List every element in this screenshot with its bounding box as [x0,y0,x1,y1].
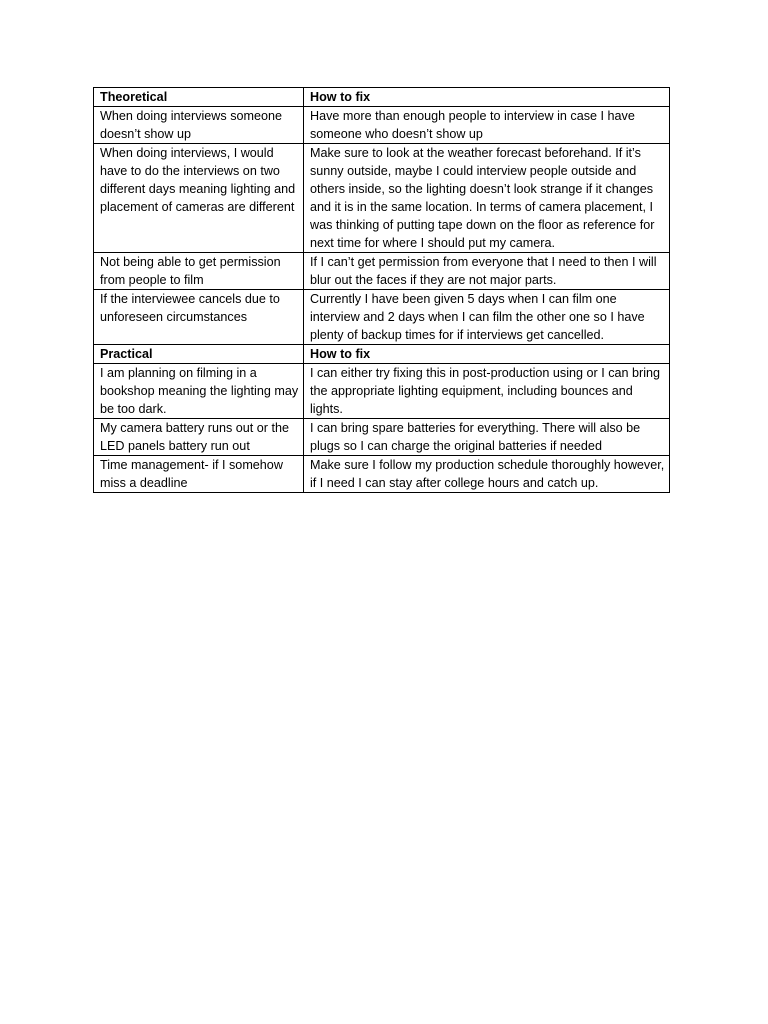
header-cell-problem: Practical [94,345,304,364]
table-row [94,107,670,144]
fix-cell: Currently I have been given 5 days when I can film one interview and 2 days when I can film the other one so I have plenty of backup times for if interviews get cancelled. [304,290,670,345]
section-header-practical [94,345,670,364]
fix-cell: I can either try fixing this in post-production using or I can bring the appropriate lighting equipment, including bounces and lights. [304,364,670,419]
fix-cell: If I can’t get permission from everyone that I need to then I will blur out the faces if they are not major parts. [304,253,670,290]
table-row [94,290,670,345]
table-row [94,456,670,493]
header-cell-fix: How to fix [304,345,670,364]
problem-cell: Not being able to get permission from people to film [94,253,304,290]
table-row [94,253,670,290]
fix-cell: Have more than enough people to interview in case I have someone who doesn’t show up [304,107,670,144]
problem-cell: When doing interviews someone doesn’t show up [94,107,304,144]
problem-cell: When doing interviews, I would have to do the interviews on two different days meaning lighting and placement of cameras are different [94,144,304,253]
table-row [94,144,670,253]
problem-cell: Time management- if I somehow miss a deadline [94,456,304,493]
table-row [94,364,670,419]
risk-table [93,87,670,493]
header-cell-fix: How to fix [304,88,670,107]
section-header-theoretical [94,88,670,107]
problem-cell: My camera battery runs out or the LED panels battery run out [94,419,304,456]
fix-cell: I can bring spare batteries for everything. There will also be plugs so I can charge the original batteries if needed [304,419,670,456]
fix-cell: Make sure I follow my production schedule thoroughly however, if I need I can stay after college hours and catch up. [304,456,670,493]
problem-cell: If the interviewee cancels due to unforeseen circumstances [94,290,304,345]
fix-cell: Make sure to look at the weather forecast beforehand. If it’s sunny outside, maybe I could interview people outside and others inside, so the lighting doesn’t look strange if it changes and it is in the same location. In terms of camera placement, I was thinking of putting tape down on the floor as reference for next time for where I should put my camera. [304,144,670,253]
problem-cell: I am planning on filming in a bookshop meaning the lighting may be too dark. [94,364,304,419]
table-row [94,419,670,456]
header-cell-problem: Theoretical [94,88,304,107]
